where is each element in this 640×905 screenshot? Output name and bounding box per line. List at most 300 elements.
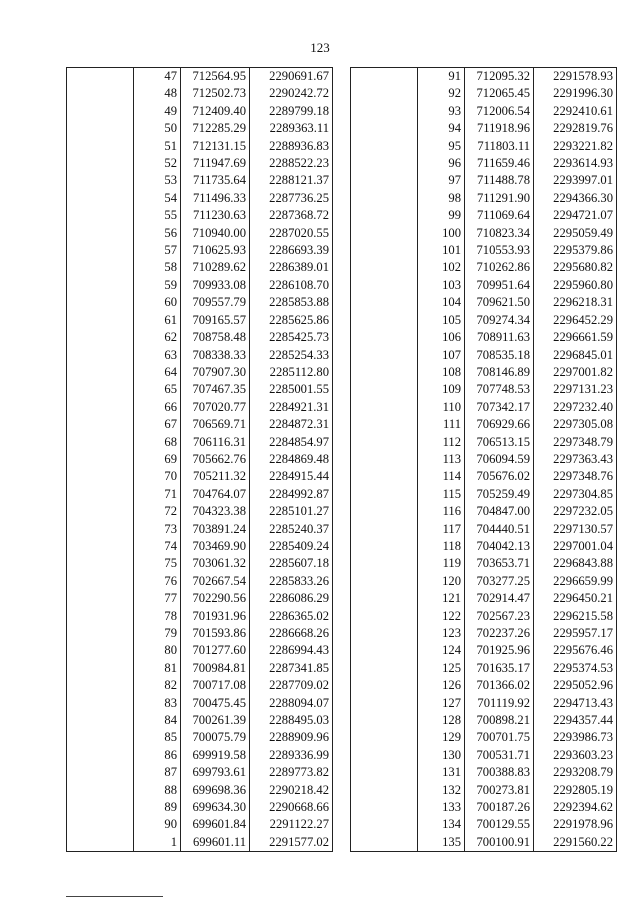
point-number-cell: 68 bbox=[134, 434, 181, 451]
x-coordinate-cell: 701593.86 bbox=[181, 625, 250, 642]
empty-cell bbox=[67, 642, 134, 659]
y-coordinate-cell: 2290218.42 bbox=[250, 782, 333, 799]
empty-cell bbox=[67, 590, 134, 607]
point-number-cell: 104 bbox=[418, 294, 465, 311]
y-coordinate-cell: 2291578.93 bbox=[534, 68, 617, 86]
table-row bbox=[67, 695, 333, 712]
y-coordinate-cell: 2285425.73 bbox=[250, 329, 333, 346]
y-coordinate-cell: 2296845.01 bbox=[534, 347, 617, 364]
y-coordinate-cell: 2291560.22 bbox=[534, 834, 617, 852]
empty-cell bbox=[67, 399, 134, 416]
y-coordinate-cell: 2296843.88 bbox=[534, 555, 617, 572]
table-row bbox=[351, 573, 617, 590]
table-row bbox=[351, 677, 617, 694]
point-number-cell: 57 bbox=[134, 242, 181, 259]
point-number-cell: 127 bbox=[418, 695, 465, 712]
y-coordinate-cell: 2295059.49 bbox=[534, 225, 617, 242]
x-coordinate-cell: 699793.61 bbox=[181, 764, 250, 781]
point-number-cell: 82 bbox=[134, 677, 181, 694]
x-coordinate-cell: 710823.34 bbox=[465, 225, 534, 242]
y-coordinate-cell: 2293221.82 bbox=[534, 138, 617, 155]
table-row bbox=[351, 695, 617, 712]
table-row bbox=[351, 747, 617, 764]
empty-cell bbox=[67, 451, 134, 468]
empty-cell bbox=[351, 434, 418, 451]
x-coordinate-cell: 700129.55 bbox=[465, 816, 534, 833]
table-row bbox=[67, 416, 333, 433]
empty-cell bbox=[67, 120, 134, 137]
point-number-cell: 51 bbox=[134, 138, 181, 155]
x-coordinate-cell: 707907.30 bbox=[181, 364, 250, 381]
point-number-cell: 98 bbox=[418, 190, 465, 207]
y-coordinate-cell: 2285409.24 bbox=[250, 538, 333, 555]
empty-cell bbox=[67, 660, 134, 677]
empty-cell bbox=[67, 329, 134, 346]
x-coordinate-cell: 708911.63 bbox=[465, 329, 534, 346]
y-coordinate-cell: 2285101.27 bbox=[250, 503, 333, 520]
x-coordinate-cell: 707467.35 bbox=[181, 381, 250, 398]
point-number-cell: 50 bbox=[134, 120, 181, 137]
y-coordinate-cell: 2288909.96 bbox=[250, 729, 333, 746]
empty-cell bbox=[351, 625, 418, 642]
x-coordinate-cell: 706513.15 bbox=[465, 434, 534, 451]
empty-cell bbox=[67, 416, 134, 433]
x-coordinate-cell: 705259.49 bbox=[465, 486, 534, 503]
empty-cell bbox=[351, 747, 418, 764]
table-row bbox=[351, 782, 617, 799]
empty-cell bbox=[67, 764, 134, 781]
empty-cell bbox=[351, 486, 418, 503]
point-number-cell: 83 bbox=[134, 695, 181, 712]
table-row bbox=[351, 68, 617, 86]
table-row bbox=[67, 259, 333, 276]
table-row bbox=[67, 277, 333, 294]
x-coordinate-cell: 707020.77 bbox=[181, 399, 250, 416]
y-coordinate-cell: 2285607.18 bbox=[250, 555, 333, 572]
table-row bbox=[351, 381, 617, 398]
x-coordinate-cell: 711947.69 bbox=[181, 155, 250, 172]
table-row bbox=[67, 155, 333, 172]
y-coordinate-cell: 2292805.19 bbox=[534, 782, 617, 799]
x-coordinate-cell: 705211.32 bbox=[181, 468, 250, 485]
x-coordinate-cell: 701366.02 bbox=[465, 677, 534, 694]
y-coordinate-cell: 2295374.53 bbox=[534, 660, 617, 677]
x-coordinate-cell: 706116.31 bbox=[181, 434, 250, 451]
point-number-cell: 118 bbox=[418, 538, 465, 555]
y-coordinate-cell: 2288936.83 bbox=[250, 138, 333, 155]
y-coordinate-cell: 2293208.79 bbox=[534, 764, 617, 781]
empty-cell bbox=[351, 120, 418, 137]
empty-cell bbox=[351, 503, 418, 520]
empty-cell bbox=[67, 782, 134, 799]
x-coordinate-cell: 699601.11 bbox=[181, 834, 250, 852]
x-coordinate-cell: 701277.60 bbox=[181, 642, 250, 659]
point-number-cell: 97 bbox=[418, 172, 465, 189]
y-coordinate-cell: 2288121.37 bbox=[250, 172, 333, 189]
point-number-cell: 48 bbox=[134, 85, 181, 102]
point-number-cell: 124 bbox=[418, 642, 465, 659]
x-coordinate-cell: 712502.73 bbox=[181, 85, 250, 102]
y-coordinate-cell: 2290691.67 bbox=[250, 68, 333, 86]
y-coordinate-cell: 2285254.33 bbox=[250, 347, 333, 364]
y-coordinate-cell: 2297001.04 bbox=[534, 538, 617, 555]
y-coordinate-cell: 2284869.48 bbox=[250, 451, 333, 468]
point-number-cell: 105 bbox=[418, 312, 465, 329]
table-row bbox=[351, 503, 617, 520]
point-number-cell: 116 bbox=[418, 503, 465, 520]
point-number-cell: 112 bbox=[418, 434, 465, 451]
y-coordinate-cell: 2297305.08 bbox=[534, 416, 617, 433]
table-row bbox=[351, 660, 617, 677]
table-row bbox=[351, 242, 617, 259]
point-number-cell: 75 bbox=[134, 555, 181, 572]
y-coordinate-cell: 2288495.03 bbox=[250, 712, 333, 729]
x-coordinate-cell: 712006.54 bbox=[465, 103, 534, 120]
y-coordinate-cell: 2296215.58 bbox=[534, 608, 617, 625]
x-coordinate-cell: 705662.76 bbox=[181, 451, 250, 468]
x-coordinate-cell: 701925.96 bbox=[465, 642, 534, 659]
point-number-cell: 96 bbox=[418, 155, 465, 172]
table-row bbox=[351, 364, 617, 381]
empty-cell bbox=[67, 434, 134, 451]
table-row bbox=[67, 521, 333, 538]
empty-cell bbox=[67, 103, 134, 120]
x-coordinate-cell: 708338.33 bbox=[181, 347, 250, 364]
table-row bbox=[67, 242, 333, 259]
y-coordinate-cell: 2288094.07 bbox=[250, 695, 333, 712]
table-row bbox=[351, 799, 617, 816]
table-row bbox=[351, 416, 617, 433]
empty-cell bbox=[67, 347, 134, 364]
point-number-cell: 135 bbox=[418, 834, 465, 852]
empty-cell bbox=[351, 695, 418, 712]
empty-cell bbox=[351, 347, 418, 364]
empty-cell bbox=[67, 138, 134, 155]
empty-cell bbox=[351, 782, 418, 799]
empty-cell bbox=[351, 381, 418, 398]
x-coordinate-cell: 701931.96 bbox=[181, 608, 250, 625]
table-row bbox=[351, 555, 617, 572]
y-coordinate-cell: 2296450.21 bbox=[534, 590, 617, 607]
y-coordinate-cell: 2288522.23 bbox=[250, 155, 333, 172]
point-number-cell: 107 bbox=[418, 347, 465, 364]
point-number-cell: 58 bbox=[134, 259, 181, 276]
table-row bbox=[67, 103, 333, 120]
point-number-cell: 66 bbox=[134, 399, 181, 416]
point-number-cell: 103 bbox=[418, 277, 465, 294]
empty-cell bbox=[351, 573, 418, 590]
point-number-cell: 125 bbox=[418, 660, 465, 677]
x-coordinate-cell: 709951.64 bbox=[465, 277, 534, 294]
table-row bbox=[67, 451, 333, 468]
x-coordinate-cell: 703891.24 bbox=[181, 521, 250, 538]
empty-cell bbox=[67, 155, 134, 172]
empty-cell bbox=[67, 294, 134, 311]
point-number-cell: 101 bbox=[418, 242, 465, 259]
empty-cell bbox=[351, 521, 418, 538]
x-coordinate-cell: 710553.93 bbox=[465, 242, 534, 259]
x-coordinate-cell: 702237.26 bbox=[465, 625, 534, 642]
y-coordinate-cell: 2287709.02 bbox=[250, 677, 333, 694]
empty-cell bbox=[351, 677, 418, 694]
table-row bbox=[67, 347, 333, 364]
empty-cell bbox=[67, 816, 134, 833]
empty-cell bbox=[351, 207, 418, 224]
empty-cell bbox=[351, 190, 418, 207]
x-coordinate-cell: 704847.00 bbox=[465, 503, 534, 520]
y-coordinate-cell: 2293614.93 bbox=[534, 155, 617, 172]
empty-cell bbox=[351, 799, 418, 816]
y-coordinate-cell: 2284921.31 bbox=[250, 399, 333, 416]
point-number-cell: 54 bbox=[134, 190, 181, 207]
x-coordinate-cell: 700898.21 bbox=[465, 712, 534, 729]
y-coordinate-cell: 2286108.70 bbox=[250, 277, 333, 294]
point-number-cell: 108 bbox=[418, 364, 465, 381]
point-number-cell: 120 bbox=[418, 573, 465, 590]
point-number-cell: 133 bbox=[418, 799, 465, 816]
table-row bbox=[67, 782, 333, 799]
y-coordinate-cell: 2293603.23 bbox=[534, 747, 617, 764]
point-number-cell: 91 bbox=[418, 68, 465, 86]
empty-cell bbox=[351, 155, 418, 172]
point-number-cell: 52 bbox=[134, 155, 181, 172]
y-coordinate-cell: 2284872.31 bbox=[250, 416, 333, 433]
point-number-cell: 85 bbox=[134, 729, 181, 746]
point-number-cell: 99 bbox=[418, 207, 465, 224]
x-coordinate-cell: 704440.51 bbox=[465, 521, 534, 538]
x-coordinate-cell: 709933.08 bbox=[181, 277, 250, 294]
point-number-cell: 134 bbox=[418, 816, 465, 833]
table-row bbox=[351, 834, 617, 852]
x-coordinate-cell: 711230.63 bbox=[181, 207, 250, 224]
empty-cell bbox=[351, 712, 418, 729]
y-coordinate-cell: 2292394.62 bbox=[534, 799, 617, 816]
y-coordinate-cell: 2290668.66 bbox=[250, 799, 333, 816]
table-row bbox=[351, 190, 617, 207]
table-row bbox=[351, 729, 617, 746]
table-row bbox=[67, 747, 333, 764]
empty-cell bbox=[351, 642, 418, 659]
table-row bbox=[351, 486, 617, 503]
empty-cell bbox=[67, 85, 134, 102]
y-coordinate-cell: 2295676.46 bbox=[534, 642, 617, 659]
y-coordinate-cell: 2297131.23 bbox=[534, 381, 617, 398]
table-row bbox=[351, 347, 617, 364]
y-coordinate-cell: 2289336.99 bbox=[250, 747, 333, 764]
x-coordinate-cell: 703277.25 bbox=[465, 573, 534, 590]
empty-cell bbox=[351, 608, 418, 625]
point-number-cell: 74 bbox=[134, 538, 181, 555]
y-coordinate-cell: 2296218.31 bbox=[534, 294, 617, 311]
table-row bbox=[351, 764, 617, 781]
empty-cell bbox=[67, 277, 134, 294]
point-number-cell: 72 bbox=[134, 503, 181, 520]
y-coordinate-cell: 2291978.96 bbox=[534, 816, 617, 833]
table-row bbox=[67, 729, 333, 746]
y-coordinate-cell: 2285833.26 bbox=[250, 573, 333, 590]
table-row bbox=[67, 85, 333, 102]
x-coordinate-cell: 711659.46 bbox=[465, 155, 534, 172]
empty-cell bbox=[67, 834, 134, 852]
y-coordinate-cell: 2293997.01 bbox=[534, 172, 617, 189]
point-number-cell: 65 bbox=[134, 381, 181, 398]
table-row bbox=[351, 625, 617, 642]
empty-cell bbox=[351, 399, 418, 416]
x-coordinate-cell: 710625.93 bbox=[181, 242, 250, 259]
point-number-cell: 89 bbox=[134, 799, 181, 816]
point-number-cell: 128 bbox=[418, 712, 465, 729]
x-coordinate-cell: 711803.11 bbox=[465, 138, 534, 155]
empty-cell bbox=[351, 538, 418, 555]
empty-cell bbox=[351, 172, 418, 189]
x-coordinate-cell: 700075.79 bbox=[181, 729, 250, 746]
x-coordinate-cell: 704042.13 bbox=[465, 538, 534, 555]
y-coordinate-cell: 2297363.43 bbox=[534, 451, 617, 468]
table-row bbox=[67, 799, 333, 816]
table-row bbox=[67, 573, 333, 590]
x-coordinate-cell: 711918.96 bbox=[465, 120, 534, 137]
empty-cell bbox=[67, 225, 134, 242]
table-row bbox=[67, 468, 333, 485]
x-coordinate-cell: 700475.45 bbox=[181, 695, 250, 712]
y-coordinate-cell: 2295379.86 bbox=[534, 242, 617, 259]
table-row bbox=[67, 399, 333, 416]
coordinate-table-right bbox=[350, 67, 617, 852]
table-row bbox=[351, 712, 617, 729]
x-coordinate-cell: 710940.00 bbox=[181, 225, 250, 242]
table-row bbox=[67, 555, 333, 572]
point-number-cell: 1 bbox=[134, 834, 181, 852]
x-coordinate-cell: 703653.71 bbox=[465, 555, 534, 572]
x-coordinate-cell: 709165.57 bbox=[181, 312, 250, 329]
table-row bbox=[67, 364, 333, 381]
y-coordinate-cell: 2286668.26 bbox=[250, 625, 333, 642]
y-coordinate-cell: 2297001.82 bbox=[534, 364, 617, 381]
point-number-cell: 129 bbox=[418, 729, 465, 746]
empty-cell bbox=[351, 225, 418, 242]
empty-cell bbox=[67, 747, 134, 764]
empty-cell bbox=[351, 329, 418, 346]
x-coordinate-cell: 700261.39 bbox=[181, 712, 250, 729]
table-row bbox=[67, 138, 333, 155]
table-row bbox=[67, 68, 333, 86]
empty-cell bbox=[351, 729, 418, 746]
point-number-cell: 95 bbox=[418, 138, 465, 155]
x-coordinate-cell: 700717.08 bbox=[181, 677, 250, 694]
table-row bbox=[351, 259, 617, 276]
empty-cell bbox=[67, 695, 134, 712]
y-coordinate-cell: 2286086.29 bbox=[250, 590, 333, 607]
table-row bbox=[351, 538, 617, 555]
point-number-cell: 81 bbox=[134, 660, 181, 677]
table-row bbox=[351, 120, 617, 137]
empty-cell bbox=[67, 190, 134, 207]
table-row bbox=[351, 155, 617, 172]
table-row bbox=[351, 103, 617, 120]
table-row bbox=[351, 207, 617, 224]
point-number-cell: 55 bbox=[134, 207, 181, 224]
point-number-cell: 93 bbox=[418, 103, 465, 120]
point-number-cell: 122 bbox=[418, 608, 465, 625]
empty-cell bbox=[67, 799, 134, 816]
point-number-cell: 109 bbox=[418, 381, 465, 398]
table-row bbox=[67, 486, 333, 503]
empty-cell bbox=[351, 364, 418, 381]
table-row bbox=[351, 521, 617, 538]
y-coordinate-cell: 2297348.79 bbox=[534, 434, 617, 451]
point-number-cell: 53 bbox=[134, 172, 181, 189]
point-number-cell: 67 bbox=[134, 416, 181, 433]
x-coordinate-cell: 711488.78 bbox=[465, 172, 534, 189]
y-coordinate-cell: 2295960.80 bbox=[534, 277, 617, 294]
empty-cell bbox=[351, 277, 418, 294]
point-number-cell: 60 bbox=[134, 294, 181, 311]
point-number-cell: 59 bbox=[134, 277, 181, 294]
x-coordinate-cell: 710262.86 bbox=[465, 259, 534, 276]
empty-cell bbox=[67, 555, 134, 572]
y-coordinate-cell: 2296661.59 bbox=[534, 329, 617, 346]
y-coordinate-cell: 2284915.44 bbox=[250, 468, 333, 485]
empty-cell bbox=[67, 503, 134, 520]
empty-cell bbox=[351, 85, 418, 102]
x-coordinate-cell: 699601.84 bbox=[181, 816, 250, 833]
y-coordinate-cell: 2296452.29 bbox=[534, 312, 617, 329]
x-coordinate-cell: 701119.92 bbox=[465, 695, 534, 712]
x-coordinate-cell: 699634.30 bbox=[181, 799, 250, 816]
x-coordinate-cell: 711496.33 bbox=[181, 190, 250, 207]
table-row bbox=[67, 677, 333, 694]
table-row bbox=[67, 834, 333, 852]
empty-cell bbox=[67, 712, 134, 729]
x-coordinate-cell: 708758.48 bbox=[181, 329, 250, 346]
y-coordinate-cell: 2285625.86 bbox=[250, 312, 333, 329]
x-coordinate-cell: 706569.71 bbox=[181, 416, 250, 433]
x-coordinate-cell: 704323.38 bbox=[181, 503, 250, 520]
x-coordinate-cell: 711735.64 bbox=[181, 172, 250, 189]
y-coordinate-cell: 2285112.80 bbox=[250, 364, 333, 381]
x-coordinate-cell: 706929.66 bbox=[465, 416, 534, 433]
empty-cell bbox=[351, 103, 418, 120]
empty-cell bbox=[351, 259, 418, 276]
x-coordinate-cell: 707748.53 bbox=[465, 381, 534, 398]
coordinate-table-left bbox=[66, 67, 333, 852]
point-number-cell: 121 bbox=[418, 590, 465, 607]
point-number-cell: 69 bbox=[134, 451, 181, 468]
empty-cell bbox=[351, 138, 418, 155]
empty-cell bbox=[351, 294, 418, 311]
x-coordinate-cell: 706094.59 bbox=[465, 451, 534, 468]
empty-cell bbox=[351, 590, 418, 607]
point-number-cell: 94 bbox=[418, 120, 465, 137]
y-coordinate-cell: 2294721.07 bbox=[534, 207, 617, 224]
empty-cell bbox=[351, 416, 418, 433]
point-number-cell: 78 bbox=[134, 608, 181, 625]
y-coordinate-cell: 2293986.73 bbox=[534, 729, 617, 746]
point-number-cell: 87 bbox=[134, 764, 181, 781]
x-coordinate-cell: 709274.34 bbox=[465, 312, 534, 329]
y-coordinate-cell: 2290242.72 bbox=[250, 85, 333, 102]
point-number-cell: 132 bbox=[418, 782, 465, 799]
empty-cell bbox=[67, 259, 134, 276]
empty-cell bbox=[351, 468, 418, 485]
point-number-cell: 56 bbox=[134, 225, 181, 242]
y-coordinate-cell: 2289363.11 bbox=[250, 120, 333, 137]
empty-cell bbox=[67, 538, 134, 555]
y-coordinate-cell: 2295957.17 bbox=[534, 625, 617, 642]
table-row bbox=[67, 642, 333, 659]
x-coordinate-cell: 699919.58 bbox=[181, 747, 250, 764]
table-row bbox=[67, 660, 333, 677]
